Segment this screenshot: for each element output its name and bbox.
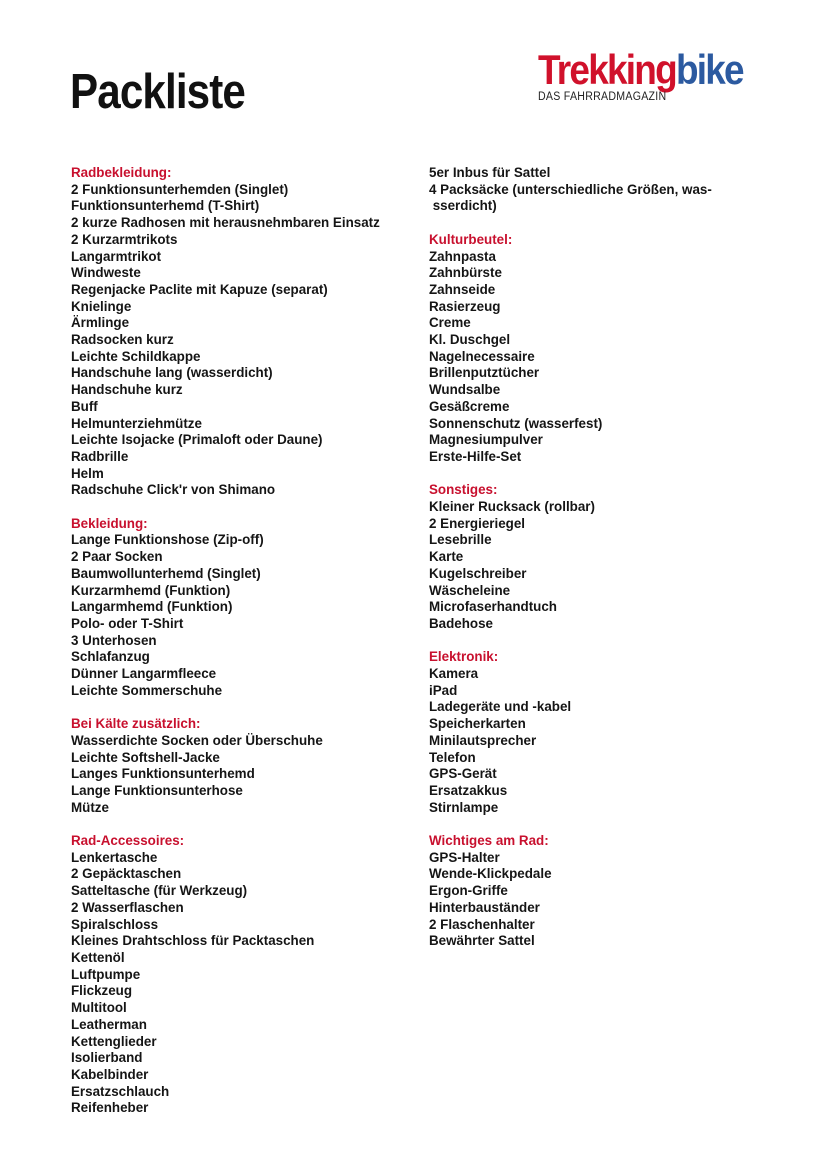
list-item: 2 Kurzarmtrikots [71, 231, 178, 247]
packlist-section-sonstiges [429, 482, 769, 632]
list-item: 2 Gepäcktaschen [71, 866, 182, 882]
list-item: Flickzeug [71, 983, 133, 999]
list-item: Leatherman [71, 1016, 147, 1032]
list-item: Langarmhemd (Funktion) [71, 599, 233, 615]
list-item: Stirnlampe [429, 799, 499, 815]
logo-wordmark-part1: Trekking [538, 46, 676, 93]
list-item: GPS-Gerät [429, 766, 497, 782]
page-title: Packliste [70, 65, 246, 119]
list-item: Baumwollunterhemd (Singlet) [71, 565, 261, 581]
list-item: Kettenöl [71, 950, 125, 965]
packlist-section-radbekleidung [71, 165, 416, 499]
logo-tagline: DAS FAHRRADMAGAZIN [538, 91, 667, 103]
list-item: Lenkertasche [71, 849, 158, 865]
section-heading: Rad-Accessoires: [71, 833, 185, 849]
list-item: Zahnseide [429, 281, 496, 297]
list-item: Regenjacke Paclite mit Kapuze (separat) [71, 281, 328, 297]
packlist-section-continued [429, 165, 769, 215]
list-item: 2 Flaschenhalter [429, 916, 535, 932]
list-item: Creme [429, 315, 471, 331]
item-list [429, 666, 769, 816]
section-heading: Sonstiges: [429, 482, 498, 498]
list-item: Lange Funktionshose (Zip-off) [71, 532, 264, 548]
list-item: Multitool [71, 1000, 127, 1016]
list-item: Isolierband [71, 1050, 143, 1066]
item-list [71, 532, 416, 699]
item-list [429, 499, 769, 633]
packlist-section-kulturbeutel [429, 232, 769, 466]
list-item: Leichte Sommerschuhe [71, 682, 223, 698]
list-item: Zahnbürste [429, 265, 502, 281]
list-item: Leichte Softshell-Jacke [71, 749, 220, 765]
list-item: Leichte Isojacke (Primaloft oder Daune) [71, 432, 323, 448]
packlist-section-wichtiges-am-rad [429, 833, 769, 950]
section-heading: Wichtiges am Rad: [429, 833, 549, 849]
list-item: iPad [429, 682, 458, 698]
list-item: Reifenheber [71, 1100, 149, 1116]
section-heading: Elektronik: [429, 649, 499, 665]
list-item: Wundsalbe [429, 382, 501, 398]
list-item: Ersatzakkus [429, 782, 508, 798]
item-list [429, 850, 769, 950]
list-item: Telefon [429, 749, 476, 765]
list-item: Langarmtrikot [71, 248, 162, 264]
list-item: Ergon-Griffe [429, 883, 508, 899]
list-item: Wende-Klickpedale [429, 866, 552, 882]
section-heading: Bekleidung: [71, 515, 148, 531]
list-item: Radbrille [71, 448, 129, 464]
list-item: Ersatzschlauch [71, 1083, 170, 1099]
list-item: Bewährter Sattel [429, 933, 535, 949]
list-item: Handschuhe kurz [71, 382, 183, 398]
packlist-section-bekleidung [71, 516, 416, 700]
item-list [429, 249, 769, 466]
list-item: Rasierzeug [429, 298, 501, 314]
list-item: Kurzarmhemd (Funktion) [71, 582, 231, 598]
item-list [71, 850, 416, 1117]
list-item: 4 Packsäcke (unterschiedliche Größen, was- sserdicht) [429, 181, 712, 214]
list-item: Langes Funktionsunterhemd [71, 766, 255, 782]
list-item: Polo- oder T-Shirt [71, 615, 184, 631]
list-item: Lesebrille [429, 532, 492, 548]
list-item: Kettenglieder [71, 1033, 157, 1049]
packlist-section-bei-kaelte-zusaetzlich [71, 716, 416, 816]
list-item: Kleines Drahtschloss für Packtaschen [71, 933, 315, 949]
list-item: Spiralschloss [71, 916, 159, 932]
list-item: 5er Inbus für Sattel [429, 165, 551, 180]
item-list [429, 165, 769, 215]
list-item: Kleiner Rucksack (rollbar) [429, 499, 595, 515]
item-list [71, 182, 416, 499]
list-item: Leichte Schildkappe [71, 348, 201, 364]
list-item: Kabelbinder [71, 1066, 149, 1082]
list-item: Speicherkarten [429, 716, 526, 732]
list-item: Luftpumpe [71, 966, 141, 982]
list-item: Kl. Duschgel [429, 332, 511, 348]
list-item: 2 Paar Socken [71, 549, 163, 565]
list-item: GPS-Halter [429, 849, 500, 865]
list-item: Kugelschreiber [429, 565, 527, 581]
list-item: Lange Funktionsunterhose [71, 782, 243, 798]
packlist-section-rad-accessoires [71, 833, 416, 1117]
item-list [71, 733, 416, 817]
list-item: Ärmlinge [71, 315, 130, 331]
list-item: 2 Funktionsunterhemden (Singlet) [71, 181, 289, 197]
list-item: Schlafanzug [71, 649, 150, 665]
trekkingbike-logo [538, 48, 794, 106]
list-item: Helm [71, 465, 104, 481]
list-item: Badehose [429, 615, 493, 631]
section-heading: Bei Kälte zusätzlich: [71, 716, 201, 732]
list-item: Minilautsprecher [429, 732, 537, 748]
list-item: Funktionsunterhemd (T-Shirt) [71, 198, 260, 214]
list-item: Windweste [71, 265, 141, 281]
list-item: Dünner Langarmfleece [71, 666, 217, 682]
list-item: Mütze [71, 799, 109, 815]
list-item: 2 kurze Radhosen mit herausnehmbaren Einsatz [71, 215, 380, 231]
right-column [429, 165, 769, 967]
list-item: Radsocken kurz [71, 332, 174, 348]
list-item: Wasserdichte Socken oder Überschuhe [71, 732, 323, 748]
logo-wordmark-part2: bike [675, 46, 743, 93]
list-item: Wäscheleine [429, 582, 511, 598]
left-column [71, 165, 416, 1134]
list-item: Ladegeräte und -kabel [429, 699, 572, 715]
logo-wordmark [538, 48, 743, 92]
list-item: Hinterbauständer [429, 899, 540, 915]
list-item: Helmunterziehmütze [71, 415, 202, 431]
list-item: Knielinge [71, 298, 132, 314]
section-heading: Radbekleidung: [71, 165, 172, 180]
list-item: Buff [71, 398, 98, 414]
list-item: Erste-Hilfe-Set [429, 448, 522, 464]
list-item: Magnesiumpulver [429, 432, 543, 448]
list-item: Zahnpasta [429, 248, 496, 264]
list-item: Sonnenschutz (wasserfest) [429, 415, 603, 431]
list-item: 2 Energieriegel [429, 515, 526, 531]
packlist-section-elektronik [429, 649, 769, 816]
list-item: Satteltasche (für Werkzeug) [71, 883, 248, 899]
list-item: Nagelnecessaire [429, 348, 535, 364]
list-item: Microfaserhandtuch [429, 599, 557, 615]
section-heading: Kulturbeutel: [429, 231, 513, 247]
list-item: Radschuhe Click'r von Shimano [71, 482, 276, 498]
list-item: 3 Unterhosen [71, 632, 157, 648]
list-item: 2 Wasserflaschen [71, 899, 184, 915]
list-item: Gesäßcreme [429, 398, 510, 414]
list-item: Brillenputztücher [429, 365, 540, 381]
list-item: Handschuhe lang (wasserdicht) [71, 365, 273, 381]
list-item: Kamera [429, 666, 479, 682]
list-item: Karte [429, 549, 464, 565]
